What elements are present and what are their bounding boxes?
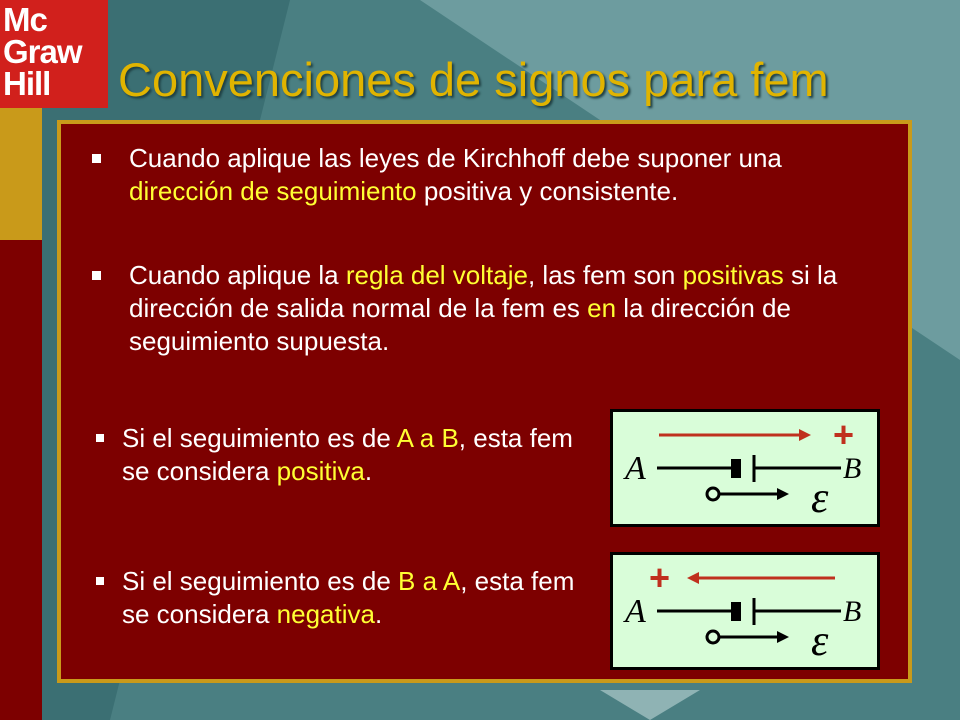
- bullet-square-icon: [92, 154, 101, 163]
- bullet-square-icon: [92, 271, 101, 280]
- emf-symbol: ε: [811, 473, 829, 522]
- bullet-square-icon: [96, 577, 104, 585]
- emf-arrow-tail: [707, 631, 719, 643]
- bullet-text: Cuando aplique las leyes de Kirchhoff debe suponer una dirección de seguimiento positiva y consistente.: [129, 143, 782, 206]
- emf-arrow-head: [777, 488, 789, 500]
- emf-arrow-head: [777, 631, 789, 643]
- emf-diagram-negative: [610, 552, 880, 670]
- tracking-arrow-head: [687, 572, 699, 584]
- label-a: A: [625, 593, 646, 630]
- bullet-a-to-b: [96, 422, 596, 488]
- page-title: Convenciones de signos para fem: [118, 53, 829, 106]
- mcgraw-hill-logo: Mc Graw Hill: [0, 0, 108, 108]
- bullet-voltage-rule: [92, 259, 882, 358]
- bullet-square-icon: [96, 434, 104, 442]
- bullet-kirchhoff: [92, 142, 882, 208]
- label-b: B: [843, 595, 862, 628]
- tracking-arrow-head: [799, 429, 811, 441]
- battery-short-plate: [731, 602, 741, 621]
- plus-sign: +: [649, 557, 671, 598]
- bullet-text: Si el seguimiento es de A a B, esta fem se considera positiva.: [122, 423, 573, 486]
- emf-symbol: ε: [811, 616, 829, 665]
- label-b: B: [843, 452, 862, 485]
- bullet-b-to-a: [96, 565, 596, 631]
- content-panel: [57, 120, 912, 683]
- bullet-text: Cuando aplique la regla del voltaje, las fem son positivas si la dirección de salida normal de la fem es en la dirección de seguimiento supuesta.: [129, 260, 838, 356]
- bullet-text: Si el seguimiento es de B a A, esta fem se considera negativa.: [122, 566, 575, 629]
- emf-diagram-positive: [610, 409, 880, 527]
- label-a: A: [625, 450, 646, 487]
- plus-sign: +: [833, 414, 855, 455]
- emf-arrow-tail: [707, 488, 719, 500]
- battery-short-plate: [731, 459, 741, 478]
